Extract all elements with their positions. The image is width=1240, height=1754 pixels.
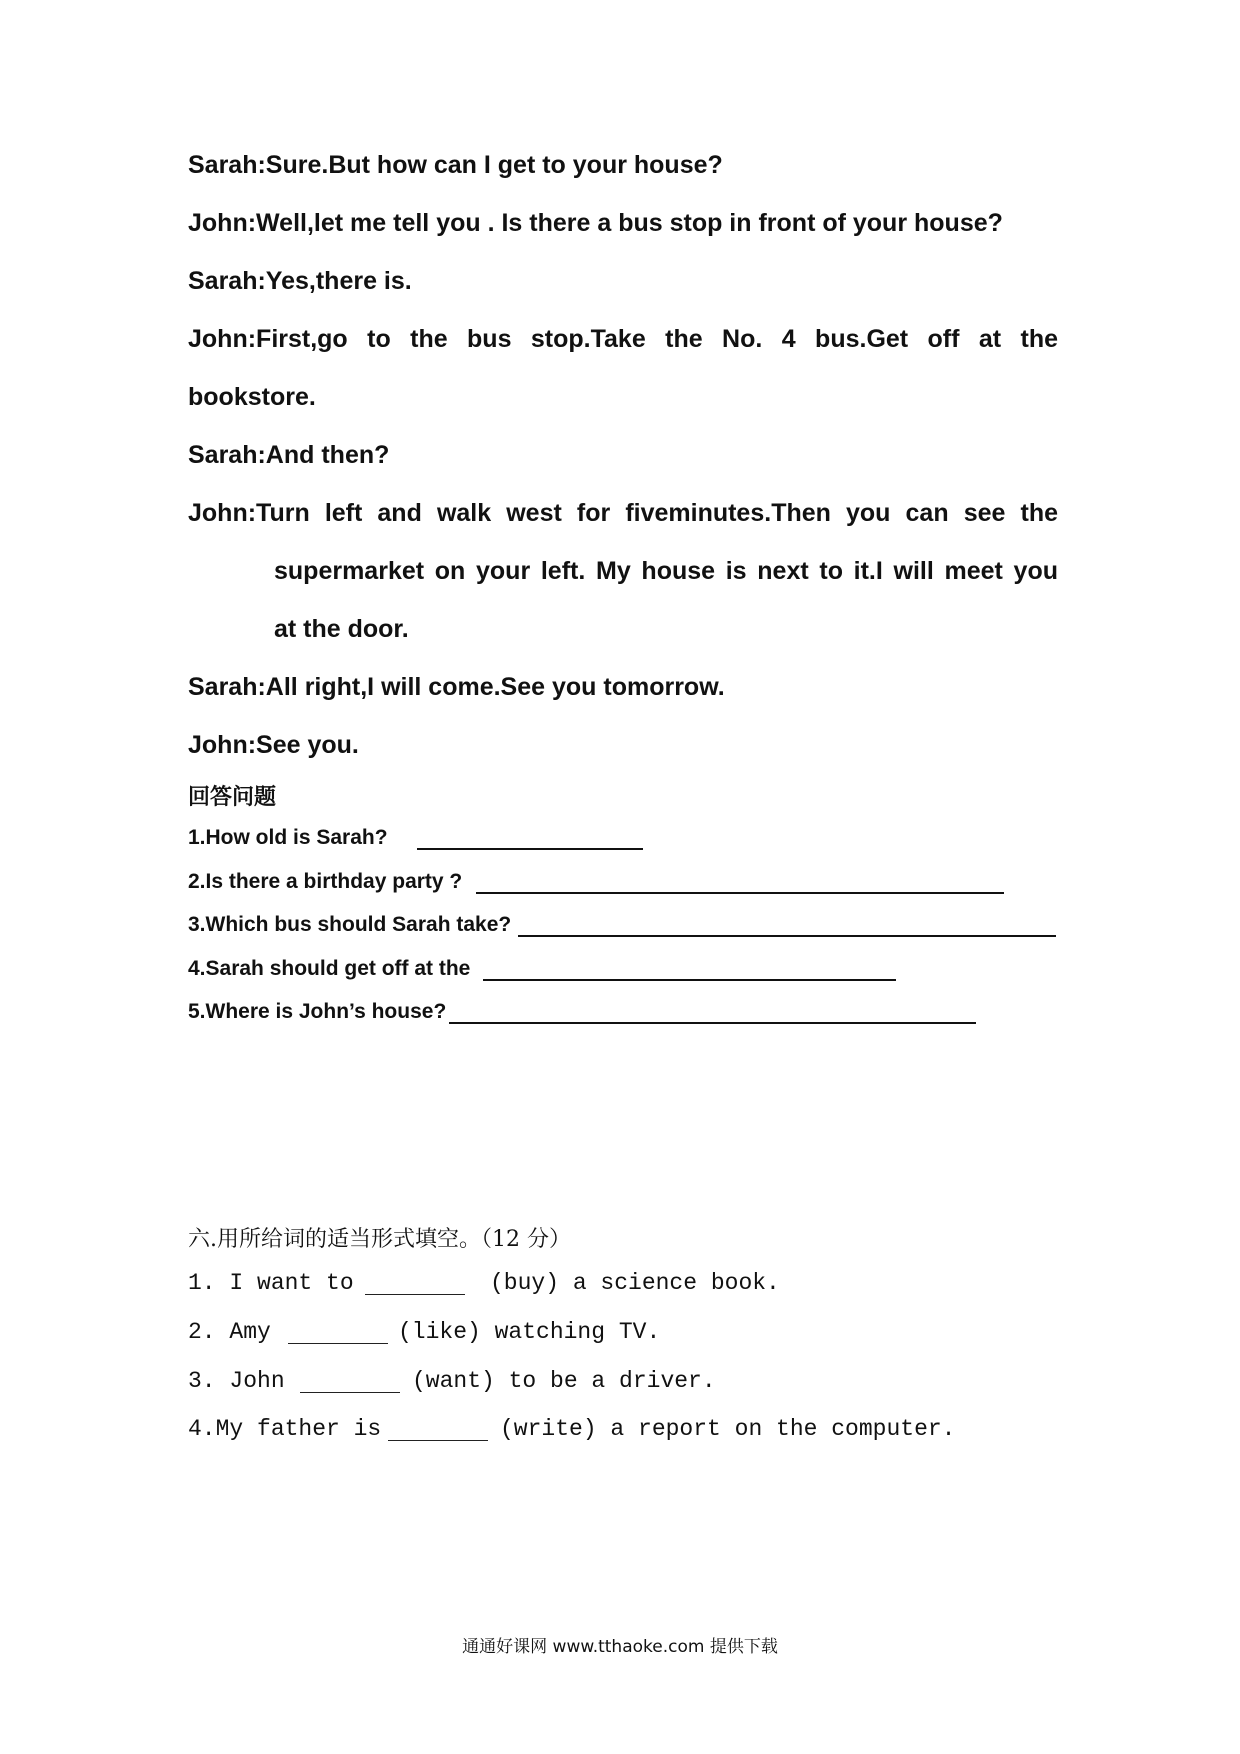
questions-heading: 回答问题 bbox=[188, 785, 277, 810]
question-text: 1.How old is Sarah? bbox=[188, 826, 388, 849]
fill-item bbox=[188, 1416, 381, 1442]
answer-blank[interactable] bbox=[449, 1022, 976, 1024]
dialogue-line: John:See you. bbox=[188, 731, 359, 759]
answer-blank[interactable] bbox=[518, 935, 1056, 937]
fill-pre: 4.My father is bbox=[188, 1416, 382, 1442]
dialogue-line: John:Well,let me tell you . Is there a bus stop in front of your house? bbox=[188, 209, 1003, 237]
fill-post: (like) watching TV. bbox=[398, 1319, 661, 1345]
dialogue-line: John:First,go to the bus stop.Take the No. 4 bus.Get off at the bbox=[188, 325, 1058, 353]
fill-post: (want) to be a driver. bbox=[412, 1368, 716, 1394]
dialogue-line: John:Turn left and walk west for fiveminutes.Then you can see the bbox=[188, 499, 1058, 527]
dialogue-line: Sarah:Sure.But how can I get to your house? bbox=[188, 151, 723, 179]
fill-pre: 2. Amy bbox=[188, 1319, 271, 1345]
fill-pre: 1. I want to bbox=[188, 1270, 354, 1296]
fill-blank[interactable] bbox=[365, 1294, 465, 1295]
answer-blank[interactable] bbox=[417, 848, 643, 850]
dialogue-line: Sarah:All right,I will come.See you tomorrow. bbox=[188, 673, 725, 701]
fill-post: (buy) a science book. bbox=[490, 1270, 780, 1296]
fill-blank[interactable] bbox=[300, 1392, 400, 1393]
question-text: 2.Is there a birthday party ? bbox=[188, 870, 463, 893]
fill-pre: 3. John bbox=[188, 1368, 285, 1394]
fill-blank[interactable] bbox=[388, 1440, 488, 1441]
fill-post: (write) a report on the computer. bbox=[500, 1416, 956, 1442]
dialogue-line: bookstore. bbox=[188, 383, 316, 411]
question-text: 5.Where is John’s house? bbox=[188, 1000, 447, 1023]
fill-item bbox=[188, 1270, 354, 1296]
answer-blank[interactable] bbox=[483, 979, 896, 981]
page-footer: 通通好课网 www.tthaoke.com 提供下载 bbox=[462, 1637, 778, 1657]
answer-blank[interactable] bbox=[476, 892, 1004, 894]
section-title: 六.用所给词的适当形式填空。（12 分） bbox=[188, 1227, 571, 1252]
fill-item bbox=[188, 1319, 271, 1345]
dialogue-line: Sarah:Yes,there is. bbox=[188, 267, 412, 295]
question-text: 4.Sarah should get off at the bbox=[188, 957, 471, 980]
dialogue-line: Sarah:And then? bbox=[188, 441, 390, 469]
dialogue-line: at the door. bbox=[274, 615, 409, 643]
dialogue-line: supermarket on your left. My house is next to it.I will meet you bbox=[274, 557, 1058, 585]
fill-item bbox=[188, 1368, 285, 1394]
question-text: 3.Which bus should Sarah take? bbox=[188, 913, 512, 936]
fill-blank[interactable] bbox=[288, 1343, 388, 1344]
